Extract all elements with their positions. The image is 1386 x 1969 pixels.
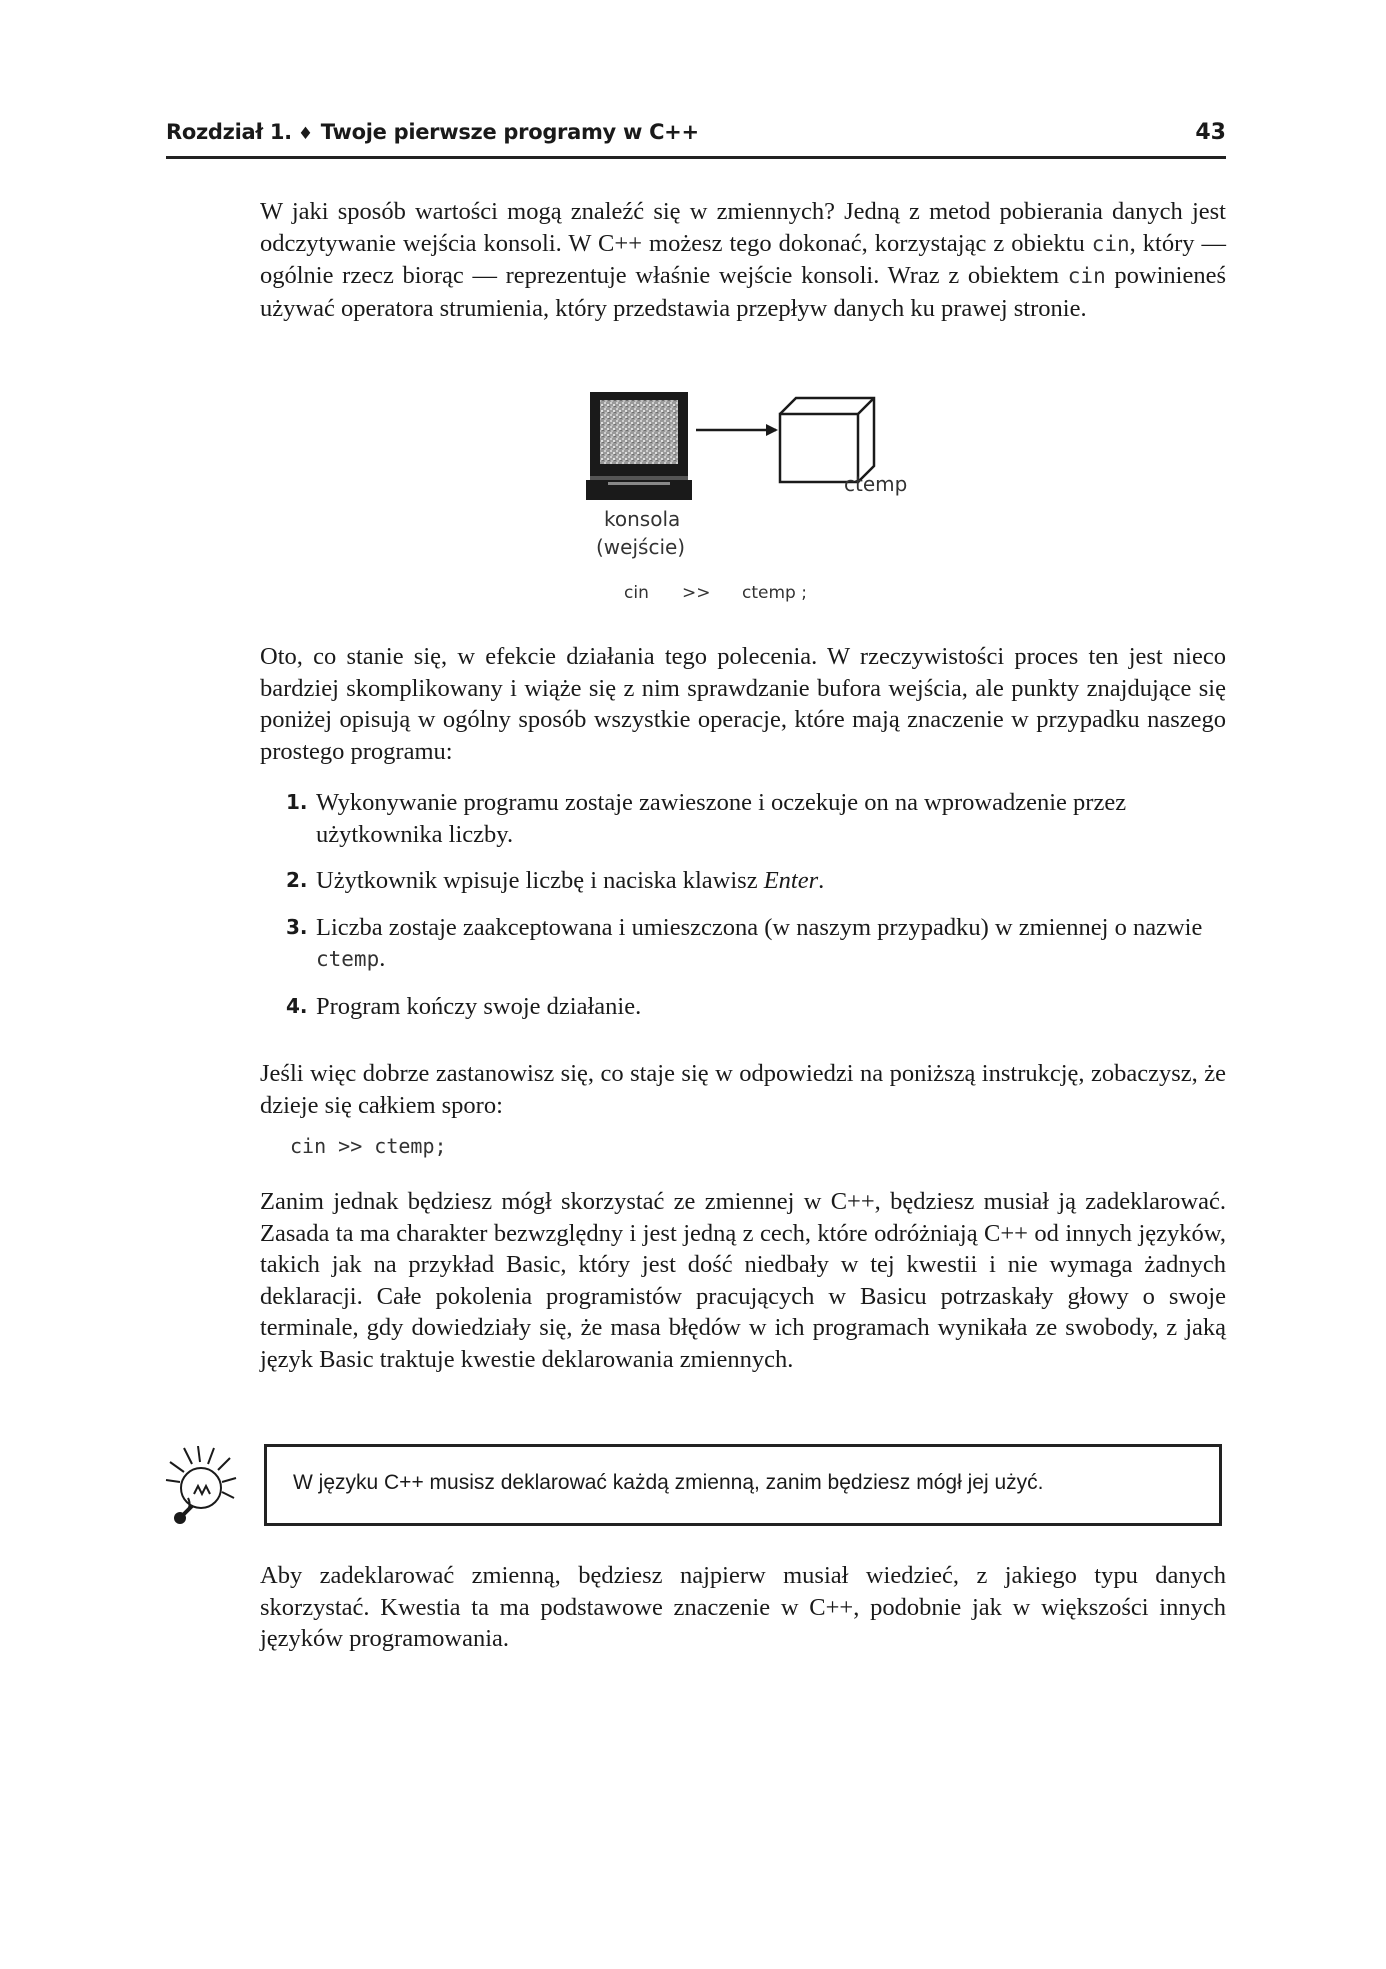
list-number: 4. — [286, 993, 308, 1018]
figure-code-operator: >> — [682, 583, 711, 603]
intro-text: powinieneś używać operatora strumienia, który przedstawia przepływ danych ku prawej stronie. — [260, 262, 1227, 322]
cin-stream-figure — [580, 384, 908, 614]
list-number: 1. — [286, 790, 308, 814]
intro-text: W jaki sposób wartości mogą znaleźć się w zmiennych? Jedną z metod pobierania danych jest odczytywanie wejścia konsoli. W C++ możesz tego dokonać, korzystając z obiektu — [260, 198, 1226, 257]
page-number: 43 — [1195, 120, 1226, 145]
console-sublabel: (wejście) — [596, 535, 686, 559]
list-item — [286, 787, 1216, 850]
intro-paragraph — [260, 196, 1226, 324]
inline-code: cin — [1091, 231, 1130, 256]
box-icon — [780, 398, 874, 482]
chapter-name: Twoje pierwsze programy w C++ — [320, 120, 699, 144]
monitor-icon — [586, 392, 692, 500]
list-item — [286, 865, 1216, 897]
list-text: . — [379, 945, 386, 972]
list-item — [286, 991, 1216, 1023]
figure-code-cin: cin — [624, 583, 649, 603]
steps-list — [286, 787, 1216, 1037]
chapter-number: Rozdział 1. — [166, 120, 292, 144]
list-text: Program kończy swoje działanie. — [316, 992, 642, 1020]
list-item — [286, 912, 1216, 976]
running-header — [166, 120, 1226, 159]
list-text: Użytkownik wpisuje liczbę i naciska klawisz — [316, 867, 764, 894]
paragraph-declaration: Zanim jednak będziesz mógł skorzystać ze zmiennej w C++, będziesz musiał ją zadeklarować. Zasada ta ma charakter bezwzględny i jest jedną z cech, które odróżniają C++ od innych języków, takich jak na przykład Basic, który jest dość niedbały w tej kwestii i nie wymaga żadnych deklaracji. Całe pokolenia programistów pracujących w Basicu potrzaskały głowy o swoje terminale, gdy dowiedziały się, że masa błędów w ich programach wynikała ze swobody, z jaką język Basic traktuje kwestie deklarowania zmiennych. — [260, 1188, 1226, 1373]
note-box — [264, 1444, 1222, 1526]
paragraph-instruction: Jeśli więc dobrze zastanowisz się, co staje się w odpowiedzi na poniższą instrukcję, zobaczysz, że dzieje się całkiem sporo: — [260, 1060, 1226, 1119]
figure-code-variable: ctemp ; — [742, 583, 807, 603]
note-text: W języku C++ musisz deklarować każdą zmienną, zanim będziesz mógł jej użyć. — [293, 1471, 1044, 1494]
console-label: konsola — [604, 507, 681, 531]
list-number: 3. — [286, 914, 308, 939]
list-text: Wykonywanie programu zostaje zawieszone i oczekuje on na wprowadzenie przez użytkownika liczby. — [316, 789, 1127, 848]
diamond-separator-icon: ♦ — [297, 124, 313, 144]
paragraph-process: Oto, co stanie się, w efekcie działania tego polecenia. W rzeczywistości proces ten jest nieco bardziej skomplikowany i wiąże się z nim sprawdzanie bufora wejścia, ale punkty znajdujące się poniżej opisują w ogólny sposób wszystkie operacje, które mają znaczenie w przypadku naszego prostego programu: — [260, 643, 1226, 765]
paragraph-data-types: Aby zadeklarować zmienną, będziesz najpierw musiał wiedzieć, z jakiego typu danych skorzystać. Kwestia ta ma podstawowe znaczenie w C++, podobnie jak w większości innych języków programowania. — [260, 1562, 1226, 1652]
lightbulb-icon — [164, 1446, 254, 1530]
variable-label: ctemp — [844, 472, 908, 496]
key-name: Enter — [763, 867, 819, 894]
chapter-title — [166, 120, 699, 144]
code-example: cin >> ctemp; — [290, 1134, 447, 1158]
list-text: . — [818, 867, 825, 894]
list-number: 2. — [286, 868, 308, 892]
arrow-icon — [696, 424, 778, 436]
intro-text: , który — ogólnie rzecz biorąc — reprezentuje właśnie wejście konsoli. Wraz z obiektem — [260, 229, 1226, 289]
inline-code: cin — [1067, 264, 1106, 288]
list-text: Liczba zostaje zaakceptowana i umieszczona (w naszym przypadku) w zmiennej o nazwie — [316, 913, 1203, 941]
inline-code: ctemp — [316, 947, 380, 971]
